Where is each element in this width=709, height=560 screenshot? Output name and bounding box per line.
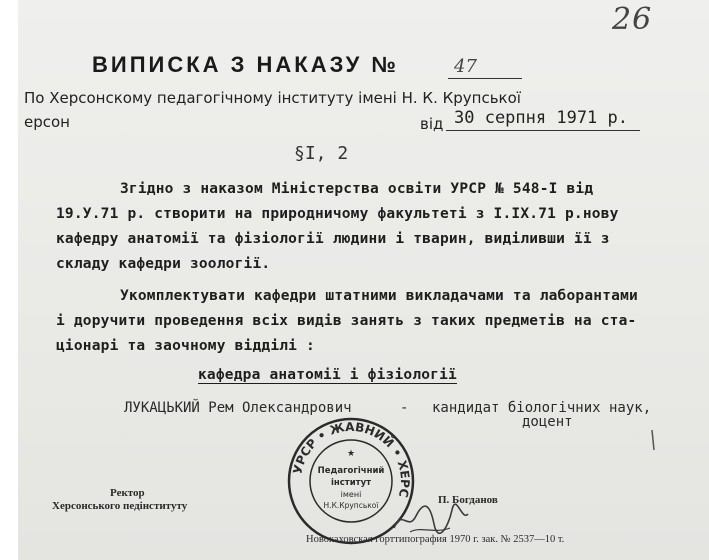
scan-margin: [0, 0, 18, 560]
paragraph2-line: Укомплектувати кафедри штатними викладачами та лаборантами: [120, 288, 638, 304]
stamp-line: імені: [340, 490, 362, 499]
section-mark: §I, 2: [294, 143, 349, 164]
margin-tick-mark: [650, 428, 656, 452]
appointee-title: доцент: [522, 414, 573, 430]
appointee-degree: кандидат біологічних наук,: [432, 400, 652, 416]
page-number: 26: [612, 2, 653, 37]
paragraph1-line: кафедру анатомії та фізіології людини і тварин, виділивши її з: [56, 231, 610, 247]
stamp-line: Н.К.Крупської: [323, 501, 379, 510]
paragraph2-line: і доручити проведення всіх видів занять з таких предметів на ста-: [56, 313, 637, 329]
paragraph1-line: 19.У.71 р. створити на природничому факультеті з І.ІХ.71 р.нову: [56, 206, 619, 222]
order-date: 30 серпня 1971 р.: [446, 108, 640, 131]
printer-imprint: Новокаховская горттипография 1970 г. зак. № 2537—10 т.: [306, 534, 565, 545]
order-number: 47: [448, 56, 522, 79]
rector-name: П. Богданов: [438, 494, 498, 506]
stamp-ring-text: УРСР • ЖАВНИЙ • ХЕРС: [290, 419, 413, 499]
appointee-name: ЛУКАЦЬКИЙ Рем Олександрович: [124, 400, 352, 416]
appointee-dash: -: [400, 400, 409, 416]
document-title: ВИПИСКА З НАКАЗУ №: [92, 52, 399, 77]
stamp-star-icon: ★: [346, 449, 356, 459]
stamp-line: інститут: [330, 478, 372, 488]
paragraph2-line: ціонарі та заочному відділі :: [56, 338, 315, 354]
city-line: ерсон: [24, 113, 70, 131]
paragraph1-line: Згідно з наказом Міністерства освіти УРСР № 548-І від: [120, 181, 594, 197]
department-heading: кафедра анатомії і фізіології: [198, 367, 457, 383]
institute-line: По Херсонскому педагогічному інституту імені Н. К. Крупської: [24, 89, 521, 107]
stamp-line: Педагогічний: [317, 466, 385, 476]
rector-title: Ректор: [110, 487, 145, 499]
handwritten-signature: [390, 498, 470, 538]
date-label: від: [420, 115, 444, 133]
rector-organization: Херсонського педінституту: [52, 500, 188, 512]
paragraph1-line: складу кафедри зоології.: [56, 256, 271, 272]
